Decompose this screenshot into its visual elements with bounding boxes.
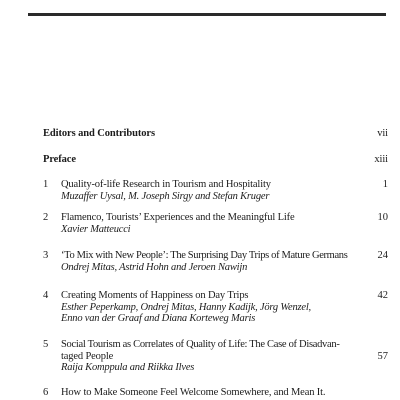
chapter-page: 10 [377,212,388,223]
chapter-number: 4 [43,290,49,301]
chapter-title: Flamenco, Tourists’ Experiences and the Meaningful Life [61,212,295,223]
front-matter-page: xiii [374,154,388,165]
chapter-title: ‘To Mix with New People’: The Surprising Day Trips of Mature Germans [61,250,348,261]
chapter-authors: Enno van der Graaf and Diana Korteweg Maris [61,313,256,325]
front-matter-page: vii [377,128,388,139]
front-matter-label: Editors and Contributors [43,128,155,139]
chapter-title: Social Tourism as Correlates of Quality of Life: The Case of Disadvan- [61,339,340,350]
chapter-number: 5 [43,339,49,350]
toc-front-matter-preface[interactable] [43,154,388,165]
chapter-number: 1 [43,179,49,190]
chapter-number: 6 [43,387,49,398]
chapter-title: Creating Moments of Happiness on Day Trips [61,290,249,301]
chapter-authors: Ondrej Mitas, Astrid Hohn and Jeroen Nawijn [61,261,248,273]
header-rule [28,13,386,16]
front-matter-label: Preface [43,154,76,165]
chapter-title: Quality-of-life Research in Tourism and Hospitality [61,179,271,190]
chapter-title-continued: taged People [61,350,114,362]
chapter-title: How to Make Someone Feel Welcome Somewhere, and Mean It. [61,387,326,398]
chapter-page: 24 [377,250,388,261]
chapter-authors: Raija Komppula and Riikka Ilves [61,362,195,374]
chapter-page: 57 [377,350,388,362]
chapter-number: 3 [43,250,49,261]
chapter-authors: Esther Peperkamp, Ondrej Mitas, Hanny Kadijk, Jörg Wenzel, [61,301,311,313]
chapter-number: 2 [43,212,49,223]
chapter-page: 42 [377,290,388,301]
toc-front-matter-editors[interactable] [43,128,388,139]
chapter-page: 1 [382,179,388,190]
chapter-authors: Xavier Matteucci [61,223,131,235]
chapter-authors: Muzaffer Uysal, M. Joseph Sirgy and Stefan Kruger [61,190,270,202]
